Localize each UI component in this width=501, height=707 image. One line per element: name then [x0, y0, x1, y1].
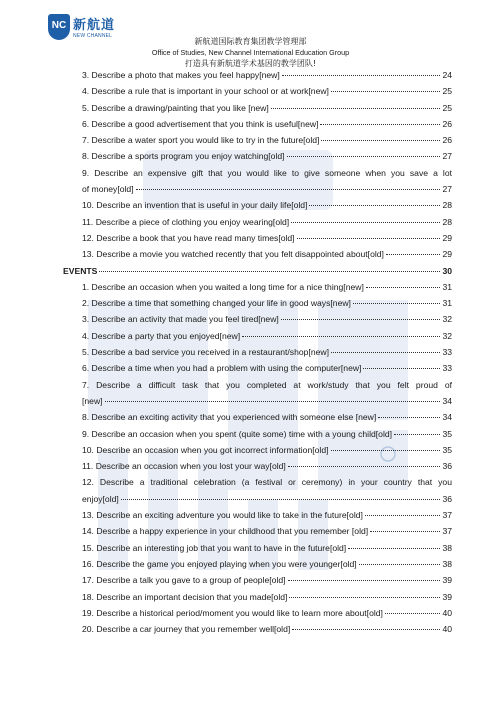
leader-dots: [287, 156, 441, 157]
toc-entry-text: 3. Describe an activity that made you feel tired[new]: [82, 314, 279, 325]
toc-entry[interactable]: [82, 605, 452, 621]
leader-dots: [291, 222, 440, 223]
toc-entry-text: 5. Describe a bad service you received in a restaurant/shop[new]: [82, 347, 329, 358]
toc-entry-text: 20. Describe a car journey that you remember well[old]: [82, 624, 291, 635]
toc-entry[interactable]: [82, 197, 452, 213]
toc-entry[interactable]: [82, 621, 452, 637]
leader-dots: [289, 597, 440, 598]
toc-entry-text: 2. Describe a time that something changed your life in good ways[new]: [82, 298, 351, 309]
toc-entry-page: 39: [442, 591, 452, 602]
toc-entry-page: 29: [442, 249, 452, 260]
toc-entry-page: 31: [442, 281, 452, 292]
toc-entry-text-continued: enjoy[old]: [82, 493, 119, 504]
leader-dots: [292, 629, 440, 630]
toc-entry[interactable]: [82, 100, 452, 116]
toc-entry-page: 27: [442, 151, 452, 162]
toc-entry-text-continued: of money[old]: [82, 184, 134, 195]
toc-entry-text: 6. Describe a time when you had a problem with using the computer[new]: [82, 363, 362, 374]
leader-dots: [331, 450, 441, 451]
toc-entry-page: 33: [442, 347, 452, 358]
leader-dots: [99, 271, 440, 272]
toc-entry[interactable]: [82, 328, 452, 344]
toc-entry[interactable]: [82, 67, 452, 83]
leader-dots: [378, 417, 440, 418]
toc-entry[interactable]: [82, 344, 452, 360]
leader-dots: [331, 91, 440, 92]
toc-entry-text: 14. Describe a happy experience in your childhood that you remember [old]: [82, 526, 369, 537]
toc-entry[interactable]: [82, 148, 452, 164]
toc-entry[interactable]: [82, 409, 452, 425]
toc-entry-page: 33: [442, 363, 452, 374]
toc-entry-page: 25: [442, 102, 452, 113]
toc-entry[interactable]: [82, 132, 452, 148]
toc-entry[interactable]: [82, 442, 452, 458]
toc-section-heading[interactable]: [63, 263, 452, 279]
toc-entry[interactable]: [82, 116, 452, 132]
toc-entry[interactable]: [82, 165, 452, 198]
leader-dots: [331, 352, 440, 353]
leader-dots: [321, 140, 440, 141]
toc-entry-page: 30: [442, 265, 452, 276]
toc-entry-text: 1. Describe an occasion when you waited a long time for a nice thing[new]: [82, 281, 364, 292]
toc-entry[interactable]: [82, 83, 452, 99]
toc-entry-page: 34: [442, 395, 452, 406]
toc-entry[interactable]: [82, 589, 452, 605]
toc-entry-text: 5. Describe a drawing/painting that you like [new]: [82, 102, 269, 113]
toc-entry-page: 37: [442, 510, 452, 521]
leader-dots: [288, 466, 441, 467]
toc-entry-text: 13. Describe an exciting adventure you would like to take in the future[old]: [82, 510, 363, 521]
toc-entry-page: 25: [442, 86, 452, 97]
leader-dots: [309, 205, 440, 206]
leader-dots: [320, 124, 440, 125]
toc-entry-text: 7. Describe a water sport you would like to try in the future[old]: [82, 135, 320, 146]
toc-entry-text: 11. Describe an occasion when you lost your way[old]: [82, 461, 286, 472]
table-of-contents: [63, 67, 452, 637]
toc-entry-text: 6. Describe a good advertisement that you think is useful[new]: [82, 118, 319, 129]
toc-entry-page: 40: [442, 607, 452, 618]
toc-entry[interactable]: [82, 474, 452, 507]
header-office: Office of Studies, New Channel International Education Group: [151, 48, 350, 57]
toc-entry-page: 28: [442, 200, 452, 211]
leader-dots: [363, 368, 440, 369]
logo-subtitle: NEW CHANNEL: [73, 33, 113, 39]
toc-entry-page: 32: [442, 330, 452, 341]
header-slogan: 打造具有新航道学术基因的教学团队!: [184, 59, 317, 68]
page-header: [0, 36, 501, 69]
toc-entry[interactable]: [82, 523, 452, 539]
logo-name: 新航道: [73, 18, 116, 33]
toc-entry[interactable]: [82, 540, 452, 556]
toc-entry-text: 10. Describe an occasion when you got incorrect information[old]: [82, 444, 329, 455]
header-department: 新航道国际教育集团教学管理部: [194, 37, 307, 46]
toc-entry-text: 11. Describe a piece of clothing you enjoy wearing[old]: [82, 216, 290, 227]
toc-entry-page: 36: [442, 461, 452, 472]
toc-entry-text: 18. Describe an important decision that you made[old]: [82, 591, 288, 602]
toc-entry-page: 39: [442, 575, 452, 586]
leader-dots: [348, 548, 440, 549]
toc-entry-page: 28: [442, 216, 452, 227]
toc-entry-text: 9. Describe an occasion when you spent (quite some) time with a young child[old]: [82, 428, 393, 439]
toc-entry-page: 40: [442, 624, 452, 635]
toc-entry[interactable]: [82, 556, 452, 572]
leader-dots: [385, 613, 441, 614]
toc-entry[interactable]: [82, 572, 452, 588]
toc-entry-text: EVENTS: [63, 265, 98, 276]
toc-entry[interactable]: [82, 214, 452, 230]
leader-dots: [105, 401, 441, 402]
toc-entry-page: 36: [442, 493, 452, 504]
toc-entry[interactable]: [82, 507, 452, 523]
toc-entry-text: 12. Describe a book that you have read many times[old]: [82, 232, 295, 243]
toc-entry-text: 10. Describe an invention that is useful in your daily life[old]: [82, 200, 308, 211]
toc-entry-page: 37: [442, 526, 452, 537]
toc-entry[interactable]: [82, 458, 452, 474]
leader-dots: [136, 189, 441, 190]
toc-entry-page: 24: [442, 70, 452, 80]
toc-entry-text-continued: [new]: [82, 395, 103, 406]
toc-entry[interactable]: [82, 360, 452, 376]
leader-dots: [242, 336, 440, 337]
toc-entry[interactable]: [82, 377, 452, 410]
leader-dots: [359, 564, 441, 565]
toc-entry-text: 15. Describe an interesting job that you want to have in the future[old]: [82, 542, 347, 553]
leader-dots: [386, 254, 441, 255]
toc-entry-text: 17. Describe a talk you gave to a group of people[old]: [82, 575, 286, 586]
toc-entry-page: 34: [442, 412, 452, 423]
leader-dots: [282, 75, 441, 76]
toc-entry[interactable]: [82, 246, 452, 262]
leader-dots: [370, 531, 440, 532]
toc-entry-page: 38: [442, 542, 452, 553]
toc-entry-text: 16. Describe the game you enjoyed playing when you were younger[old]: [82, 558, 357, 569]
toc-entry[interactable]: [82, 426, 452, 442]
toc-entry-page: 29: [442, 232, 452, 243]
toc-entry-text: 9. Describe an expensive gift that you would like to give someone when you save a lot: [82, 167, 452, 178]
toc-entry-page: 35: [442, 444, 452, 455]
toc-entry[interactable]: [82, 295, 452, 311]
leader-dots: [121, 499, 441, 500]
toc-entry-page: 26: [442, 135, 452, 146]
toc-entry-page: 35: [442, 428, 452, 439]
leader-dots: [297, 238, 441, 239]
leader-dots: [394, 434, 440, 435]
leader-dots: [365, 515, 441, 516]
toc-entry-page: 26: [442, 118, 452, 129]
leader-dots: [353, 303, 440, 304]
toc-entry-text: 3. Describe a photo that makes you feel happy[new]: [82, 70, 280, 80]
toc-entry-text: 8. Describe an exciting activity that you experienced with someone else [new]: [82, 412, 377, 423]
leader-dots: [288, 580, 441, 581]
toc-entry-page: 32: [442, 314, 452, 325]
logo-badge-icon: NC: [48, 14, 70, 40]
toc-entry-text: 7. Describe a difficult task that you completed at work/study that you felt proud of: [82, 379, 452, 390]
toc-entry-text: 8. Describe a sports program you enjoy watching[old]: [82, 151, 285, 162]
leader-dots: [366, 287, 441, 288]
toc-entry-text: 4. Describe a party that you enjoyed[new]: [82, 330, 241, 341]
toc-entry-text: 13. Describe a movie you watched recently that you felt disappointed about[old]: [82, 249, 384, 260]
toc-entry-page: 27: [442, 184, 452, 195]
toc-entry[interactable]: [82, 311, 452, 327]
toc-entry[interactable]: [82, 279, 452, 295]
toc-entry[interactable]: [82, 230, 452, 246]
toc-entry-text: 12. Describe a traditional celebration (a festival or ceremony) in your country that you: [82, 477, 452, 488]
toc-entry-page: 31: [442, 298, 452, 309]
toc-entry-text: 19. Describe a historical period/moment you would like to learn more about[old]: [82, 607, 383, 618]
toc-entry-page: 38: [442, 558, 452, 569]
toc-entry-text: 4. Describe a rule that is important in your school or at work[new]: [82, 86, 329, 97]
leader-dots: [271, 108, 441, 109]
leader-dots: [281, 319, 441, 320]
